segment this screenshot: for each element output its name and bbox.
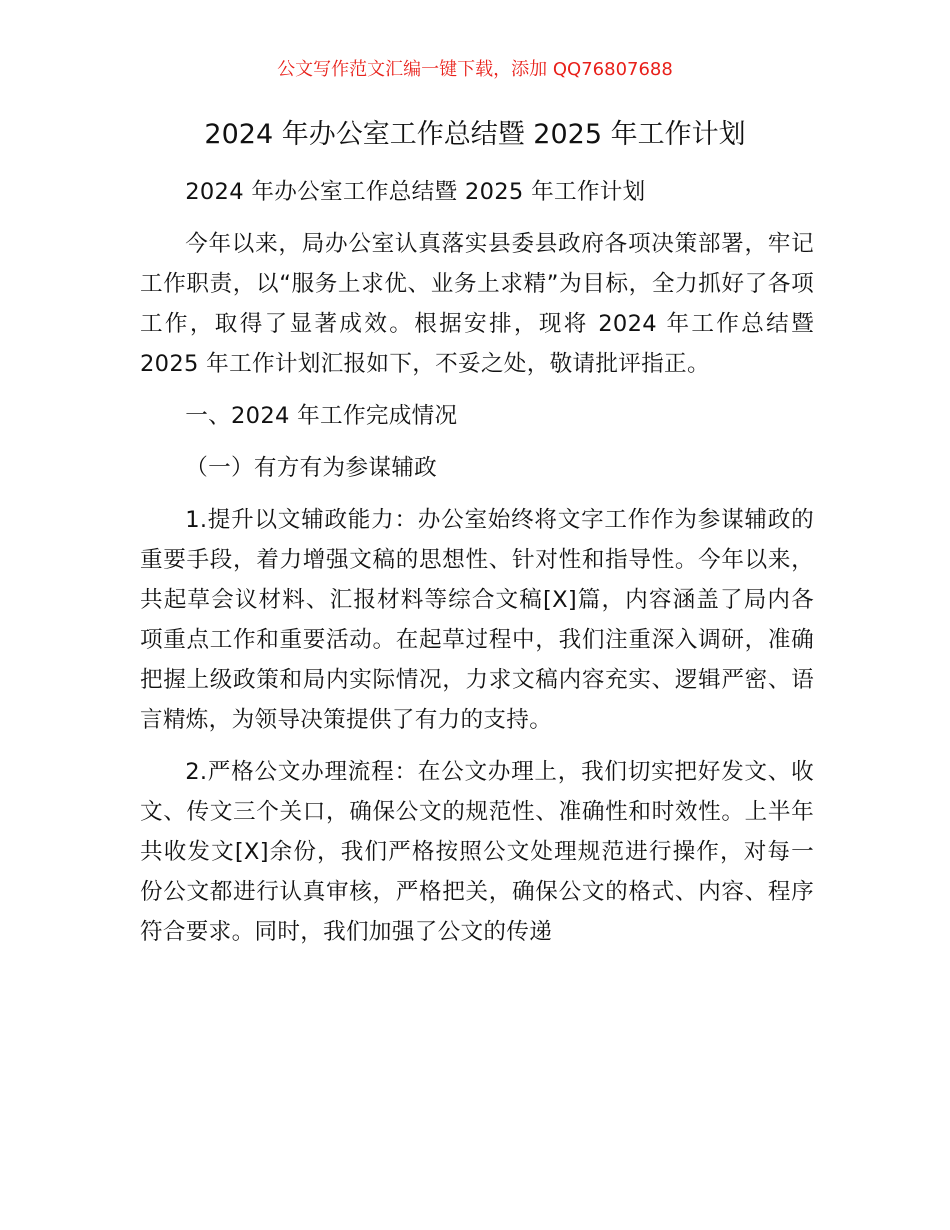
subsection-heading: （一）有方有为参谋辅政 <box>185 455 438 481</box>
body-paragraph: 1.提升以文辅政能力：办公室始终将文字工作作为参谋辅政的重要手段，着力增强文稿的思想性、针对性和指导性。今年以来，共起草会议材料、汇报材料等综合文稿[X]篇，内容涵盖了局内各项重点工作和重要活动。在起草过程中，我们注重深入调研，准确把握上级政策和局内实际情况，力求文稿内容充实、逻辑严密、语言精炼，为领导决策提供了有力的支持。 <box>140 507 814 733</box>
document-body <box>140 172 814 964</box>
body-paragraph: 2.严格公文办理流程：在公文办理上，我们切实把好发文、收文、传文三个关口，确保公文的规范性、准确性和时效性。上半年共收发文[X]余份，我们严格按照公文处理规范进行操作，对每一份公文都进行认真审核，严格把关，确保公文的格式、内容、程序符合要求。同时，我们加强了公文的传递 <box>140 759 814 945</box>
intro-paragraph: 今年以来，局办公室认真落实县委县政府各项决策部署，牢记工作职责，以“服务上求优、业务上求精”为目标，全力抓好了各项工作，取得了显著成效。根据安排，现将 2024 年工作总结暨 2025 年工作计划汇报如下，不妥之处，敬请批评指正。 <box>140 231 814 377</box>
subtitle-paragraph: 2024 年办公室工作总结暨 2025 年工作计划 <box>185 179 646 205</box>
document-title: 2024 年办公室工作总结暨 2025 年工作计划 <box>204 119 746 150</box>
download-banner: 公文写作范文汇编一键下载，添加 QQ76807688 <box>277 59 673 80</box>
section-heading: 一、2024 年工作完成情况 <box>185 403 458 429</box>
